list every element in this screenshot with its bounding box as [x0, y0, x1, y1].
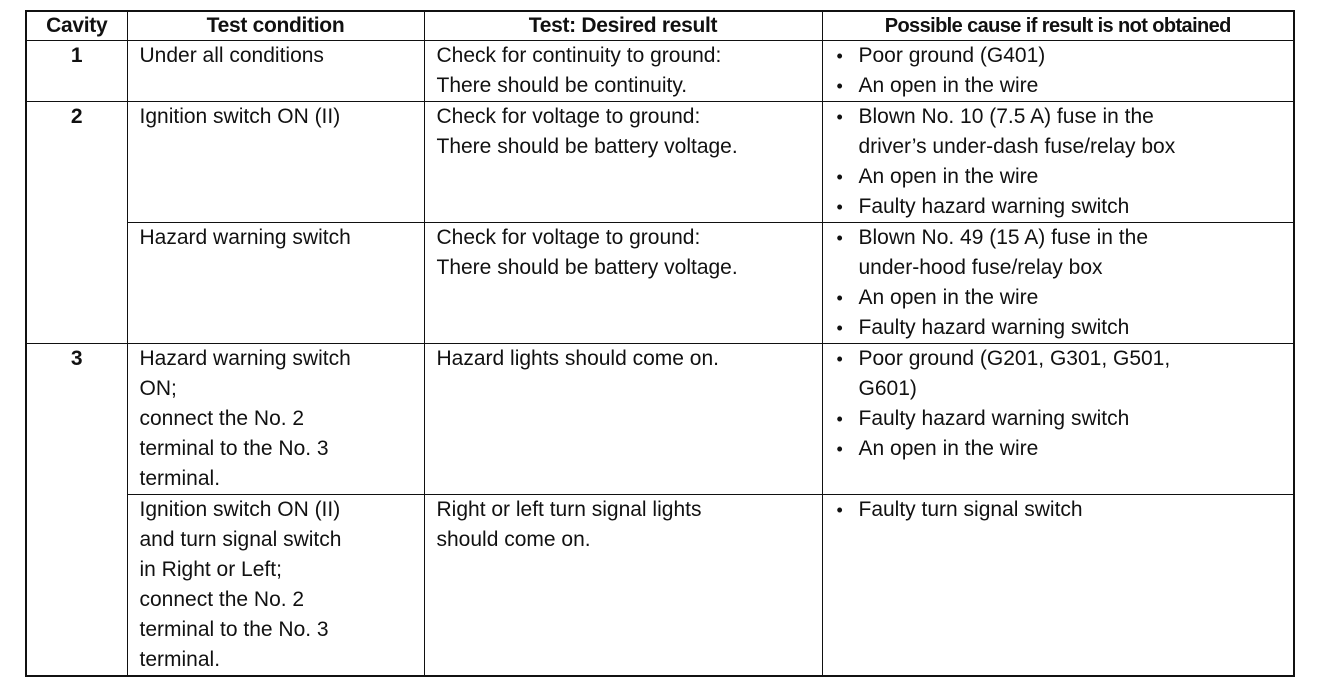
table-row — [26, 495, 1294, 677]
result-line: There should be continuity. — [436, 74, 688, 97]
cause-line: Faulty hazard warning switch — [858, 195, 1130, 218]
condition-line: Ignition switch ON (II) — [139, 498, 341, 521]
result-cell — [424, 223, 822, 344]
cause-item — [833, 283, 1288, 313]
condition-cell — [127, 102, 424, 223]
cause-line: An open in the wire — [858, 74, 1039, 97]
condition-line: connect the No. 2 — [139, 588, 305, 611]
table-row — [26, 102, 1294, 223]
cause-cell — [822, 41, 1294, 102]
condition-line: terminal. — [139, 648, 221, 671]
result-line: should come on. — [436, 528, 591, 551]
cavity-cell — [26, 344, 127, 677]
cause-line: Blown No. 10 (7.5 A) fuse in the — [858, 105, 1154, 128]
cause-cell — [822, 102, 1294, 223]
cause-item — [833, 71, 1288, 101]
result-cell — [424, 41, 822, 102]
bullet-icon: • — [836, 318, 843, 338]
bullet-icon: • — [836, 500, 843, 520]
condition-line: ON; — [139, 377, 177, 400]
condition-line: terminal. — [139, 467, 221, 490]
cause-line: Faulty turn signal switch — [858, 498, 1083, 521]
bullet-icon: • — [836, 46, 843, 66]
table-row — [26, 344, 1294, 495]
result-line: Check for continuity to ground: — [436, 44, 722, 67]
result-cell — [424, 495, 822, 677]
result-cell — [424, 344, 822, 495]
result-cell — [424, 102, 822, 223]
bullet-icon: • — [836, 197, 843, 217]
cause-line: Poor ground (G401) — [858, 44, 1046, 67]
cause-line: Blown No. 49 (15 A) fuse in the — [858, 226, 1148, 249]
header-desired-result: Test: Desired result — [424, 11, 822, 41]
cause-item — [833, 223, 1288, 283]
bullet-icon: • — [836, 76, 843, 96]
cause-item — [833, 102, 1288, 162]
header-possible-cause: Possible cause if result is not obtained — [822, 11, 1294, 41]
cause-cell — [822, 344, 1294, 495]
cause-cell — [822, 223, 1294, 344]
condition-cell — [127, 344, 424, 495]
cause-line: Faulty hazard warning switch — [858, 407, 1130, 430]
bullet-icon: • — [836, 288, 843, 308]
cavity-number: 1 — [70, 44, 83, 67]
condition-line: terminal to the No. 3 — [139, 618, 329, 641]
bullet-icon: • — [836, 409, 843, 429]
header-cavity: Cavity — [26, 11, 127, 41]
cause-line: An open in the wire — [858, 286, 1039, 309]
cause-item — [833, 434, 1288, 464]
table-row — [26, 223, 1294, 344]
troubleshooting-document — [25, 10, 1293, 677]
condition-cell — [127, 495, 424, 677]
troubleshooting-table — [25, 10, 1295, 677]
result-line: Hazard lights should come on. — [436, 347, 719, 370]
table-row — [26, 41, 1294, 102]
condition-cell — [127, 223, 424, 344]
condition-line: in Right or Left; — [139, 558, 282, 581]
condition-line: Hazard warning switch — [139, 347, 351, 370]
cause-line: under-hood fuse/relay box — [858, 256, 1103, 279]
cause-item — [833, 162, 1288, 192]
cause-line: G601) — [858, 377, 917, 400]
cause-item — [833, 192, 1288, 222]
header-row — [26, 11, 1294, 41]
cause-line: An open in the wire — [858, 437, 1039, 460]
cause-line: An open in the wire — [858, 165, 1039, 188]
cause-cell — [822, 495, 1294, 677]
bullet-icon: • — [836, 228, 843, 248]
condition-line: Ignition switch ON (II) — [139, 105, 341, 128]
condition-line: and turn signal switch — [139, 528, 342, 551]
bullet-icon: • — [836, 167, 843, 187]
condition-cell — [127, 41, 424, 102]
condition-line: connect the No. 2 — [139, 407, 305, 430]
condition-line: terminal to the No. 3 — [139, 437, 329, 460]
cavity-number: 3 — [70, 347, 83, 370]
condition-line: Hazard warning switch — [139, 226, 351, 249]
cause-item — [833, 495, 1288, 525]
cavity-cell — [26, 41, 127, 102]
cause-line: driver’s under-dash fuse/relay box — [858, 135, 1176, 158]
cause-line: Faulty hazard warning switch — [858, 316, 1130, 339]
cavity-cell — [26, 102, 127, 344]
cavity-number: 2 — [70, 105, 83, 128]
bullet-icon: • — [836, 349, 843, 369]
bullet-icon: • — [836, 439, 843, 459]
result-line: There should be battery voltage. — [436, 256, 738, 279]
cause-item — [833, 313, 1288, 343]
result-line: Right or left turn signal lights — [436, 498, 702, 521]
header-test-condition: Test condition — [127, 11, 424, 41]
condition-line: Under all conditions — [139, 44, 324, 67]
cause-item — [833, 404, 1288, 434]
result-line: There should be battery voltage. — [436, 135, 738, 158]
cause-item — [833, 41, 1288, 71]
cause-item — [833, 344, 1288, 404]
result-line: Check for voltage to ground: — [436, 105, 701, 128]
result-line: Check for voltage to ground: — [436, 226, 701, 249]
bullet-icon: • — [836, 107, 843, 127]
cause-line: Poor ground (G201, G301, G501, — [858, 347, 1171, 370]
